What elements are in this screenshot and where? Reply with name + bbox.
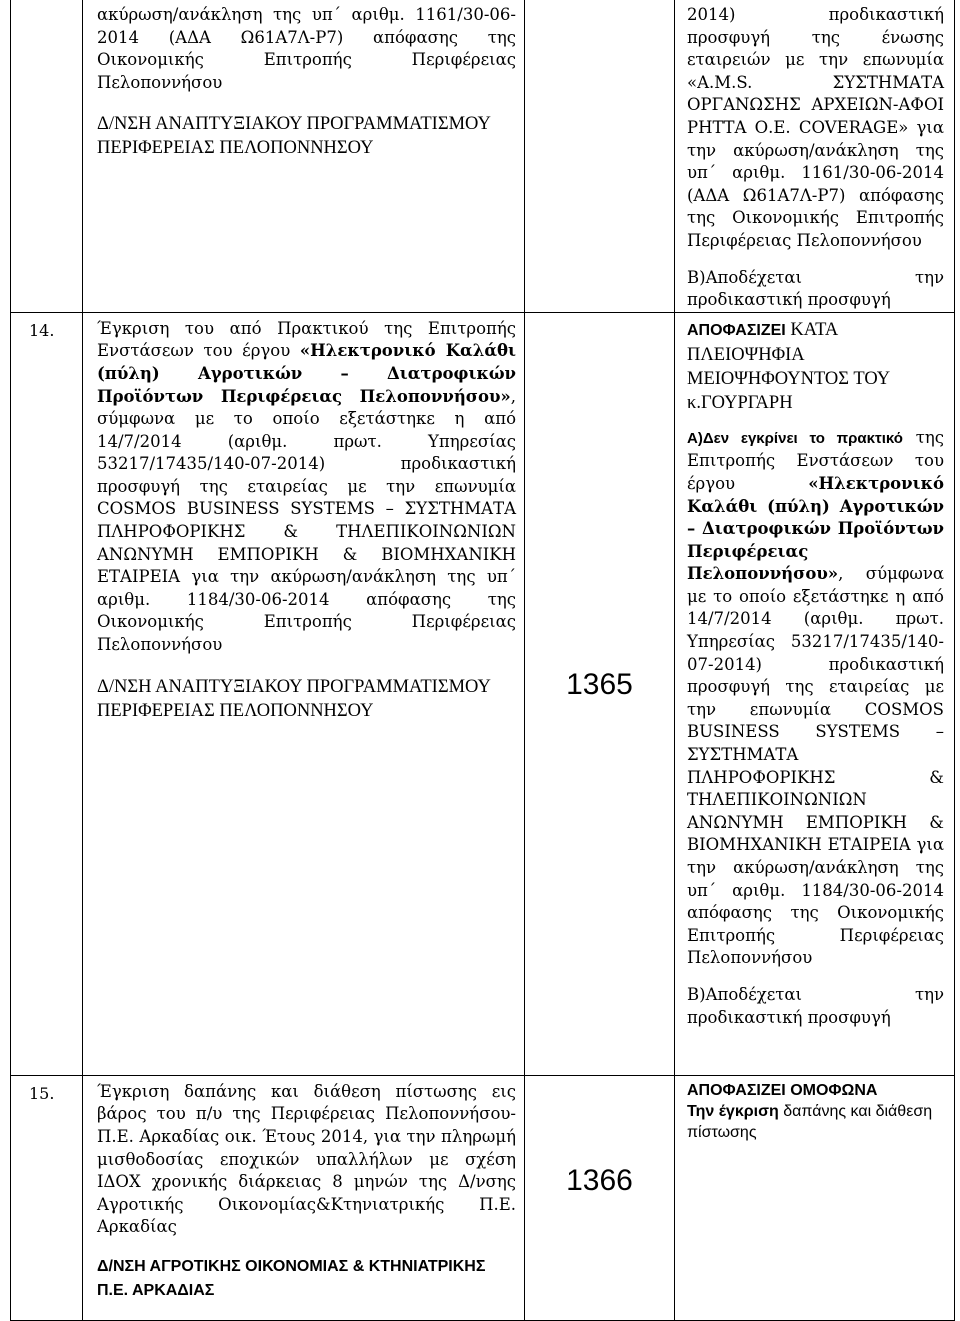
- decision-verdict: ΑΠΟΦΑΣΙΖΕΙ: [687, 321, 786, 339]
- subject-cell: [83, 1075, 525, 1320]
- project-title: «Ηλεκτρονικό Καλάθι (πύλη) Αγροτικών – Διατροφικών Προϊόντων Περιφέρειας Πελοποννήσου»: [687, 473, 944, 584]
- subject-text: [97, 318, 516, 657]
- decision-text: 2014) προδικαστική προσφυγή της ένωσης εταιρειών με την επωνυμία «A.M.S. ΣΥΣΤΗΜΑΤΑ ΟΡΓΑΝΩΣΗΣ ΑΡΧΕΙΩΝ-ΑΦΟΙ ΡΗΤΤΑ Ο.Ε. COVERAGE» για την ακύρωση/ανάκληση της υπ΄ αριθμ. 1161/30-06-2014 (ΑΔΑ Ω61Α7Λ-Ρ7) απόφασης της Οικονομικής Επιτροπής Περιφέρειας Πελοποννήσου: [687, 5, 944, 250]
- decision-a-part: , σύμφωνα με το οποίο εξετάστηκε η από 14/7/2014 (αριθμ. πρωτ. Υπηρεσίας 53217/17435/140-07-2014) προδικαστική προσφυγή της εταιρείας με την επωνυμία COSMOS BUSINESS SYSTEMS – ΣΥΣΤΗΜΑΤΑ ΠΛΗΡΟΦΟΡΙΚΗΣ & ΤΗΛΕΠΙΚΟΙΝΩΝΙΩΝ ΑΝΩΝΥΜΗ ΕΜΠΟΡΙΚΗ & ΒΙΟΜΗΧΑΝΙΚΗ ΕΤΑΙΡΕΙΑ για την ακύρωση/ανάκληση της υπ΄ αριθμ. 1184/30-06-2014 απόφασης της Οικονομικής Επιτροπής Περιφέρειας Πελοποννήσου: [687, 564, 944, 968]
- subject-part: , σύμφωνα με το οποίο εξετάστηκε η από 14/7/2014 (αριθμ. πρωτ. Υπηρεσίας 53217/17435/140-07-2014) προδικαστική προσφυγή της εταιρείας με την επωνυμία COSMOS BUSINESS SYSTEMS – ΣΥΣΤΗΜΑΤΑ ΠΛΗΡΟΦΟΡΙΚΗΣ & ΤΗΛΕΠΙΚΟΙΝΩΝΙΩΝ ΑΝΩΝΥΜΗ ΕΜΠΟΡΙΚΗ & ΒΙΟΜΗΧΑΝΙΚΗ ΕΤΑΙΡΕΙΑ για την ακύρωση/ανάκληση της υπ΄ αριθμ. 1184/30-06-2014 απόφασης της Οικονομικής Επιτροπής Περιφέρειας Πελοποννήσου: [97, 386, 516, 655]
- decision-a: [687, 427, 944, 970]
- subject-text: ακύρωση/ανάκληση της υπ΄ αριθμ. 1161/30-06-2014 (ΑΔΑ Ω61Α7Λ-Ρ7) απόφασης της Οικονομικής Επιτροπής Περιφέρειας Πελοποννήσου: [97, 5, 516, 92]
- table-row: [11, 1075, 955, 1320]
- decision-part: δαπάνης και διάθεση πίστωσης: [687, 1102, 933, 1141]
- decision-head: ΑΠΟΦΑΣΙΖΕΙ ΟΜΟΦΩΝΑ: [687, 1081, 878, 1099]
- decision-number-cell: [525, 0, 675, 312]
- decision-number-cell: [525, 312, 675, 1075]
- decision-vote: ΚΑΤΑ ΠΛΕΙΟΨΗΦΙΑ ΜΕΙΟΨΗΦΟΥΝΤΟΣ ΤΟΥ κ.ΓΟΥΡΓΑΡΗ: [687, 319, 890, 413]
- table-row: [11, 0, 955, 312]
- decision-head: [687, 318, 944, 415]
- decision-number: 1365: [566, 667, 633, 701]
- decision-a-part: της Επιτροπής Ενστάσεων του έργου: [687, 427, 945, 493]
- subject-part: Έγκριση του από Πρακτικού της Επιτροπής Ενστάσεων του έργου: [97, 318, 516, 361]
- row-number: 14.: [11, 312, 83, 1075]
- department-label: Δ/ΝΣΗ ΑΓΡΟΤΙΚΗΣ ΟΙΚΟΝΟΜΙΑΣ & ΚΤΗΝΙΑΤΡΙΚΗΣ Π.Ε. ΑΡΚΑΔΙΑΣ: [97, 1257, 486, 1299]
- subject-text: Έγκριση δαπάνης και διάθεση πίστωσης εις βάρος του π/υ της Περιφέρειας Πελοποννήσου-Π.Ε. Αρκαδίας οικ. Έτους 2014, για την πληρωμή μισθοδοσίας εποχικών υπαλλήλων με σχέση ΙΔΟΧ χρονικής διάρκειας 8 μηνών της Δ/νσης Αγροτικής Οικονομίας&Κτηνιατρικής Π.Ε. Αρκαδίας: [97, 1081, 516, 1237]
- decision-b: Β)Αποδέχεται την προδικαστική προσφυγή: [687, 267, 944, 310]
- agenda-table: [10, 0, 955, 1321]
- decision-cell: [675, 1075, 955, 1320]
- subject-cell: [83, 312, 525, 1075]
- decision-b: Β)Αποδέχεται την προδικαστική προσφυγή: [687, 984, 944, 1027]
- row-number-cell: [11, 0, 83, 312]
- row-number: 15.: [11, 1075, 83, 1320]
- table-row: [11, 312, 955, 1075]
- subject-cell: [83, 0, 525, 312]
- department-label: Δ/ΝΣΗ ΑΝΑΠΤΥΞΙΑΚΟΥ ΠΡΟΓΡΑΜΜΑΤΙΣΜΟΥ ΠΕΡΙΦΕΡΕΙΑΣ ΠΕΛΟΠΟΝΝΗΣΟΥ: [97, 114, 491, 159]
- decision-a-verdict: Α)Δεν εγκρίνει το πρακτικό: [687, 429, 903, 447]
- decision-verdict: Την έγκριση: [687, 1102, 779, 1120]
- decision-cell: [675, 0, 955, 312]
- department-label: Δ/ΝΣΗ ΑΝΑΠΤΥΞΙΑΚΟΥ ΠΡΟΓΡΑΜΜΑΤΙΣΜΟΥ ΠΕΡΙΦΕΡΕΙΑΣ ΠΕΛΟΠΟΝΝΗΣΟΥ: [97, 676, 491, 721]
- decision-number: 1366: [566, 1163, 633, 1197]
- decision-number-cell: [525, 1075, 675, 1320]
- decision-text: [687, 1101, 944, 1143]
- decision-cell: [675, 312, 955, 1075]
- project-title: «Ηλεκτρονικό Καλάθι (πύλη) Αγροτικών – Διατροφικών Προϊόντων Περιφέρειας Πελοποννήσου»: [97, 341, 516, 406]
